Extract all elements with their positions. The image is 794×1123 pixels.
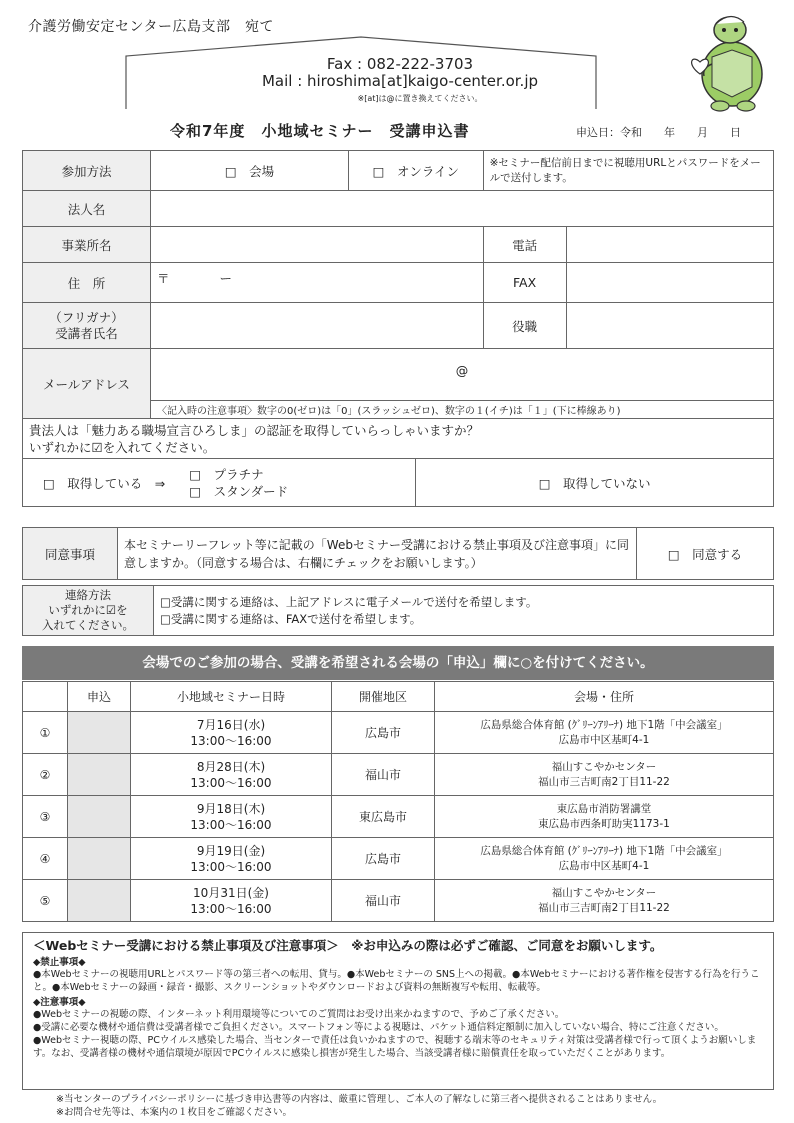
fax-input[interactable]: [566, 263, 773, 303]
row-venue: 広島県総合体育館 (ｸﾞﾘｰﾝｱﾘｰﾅ) 地下1階「中会議室」: [480, 718, 728, 731]
corp-label: 法人名: [23, 191, 151, 227]
venue-cell: [435, 838, 774, 880]
row-address: 福山市三吉町南2丁目11-22: [538, 775, 670, 788]
consent-checkbox[interactable]: □ 同意する: [637, 528, 774, 580]
datetime-cell: [131, 838, 332, 880]
email-input[interactable]: @: [151, 349, 774, 401]
fax-label: FAX: [483, 263, 566, 303]
apply-cell[interactable]: [68, 796, 131, 838]
area-cell: 福山市: [332, 880, 435, 922]
area-cell: 広島市: [332, 838, 435, 880]
apply-cell[interactable]: [68, 712, 131, 754]
cert-question: [23, 419, 774, 459]
venue-cell: [435, 880, 774, 922]
venue-cell: [435, 796, 774, 838]
position-label: 役職: [483, 303, 566, 349]
row-number: ⑤: [23, 880, 68, 922]
row-venue: 広島県総合体育館 (ｸﾞﾘｰﾝｱﾘｰﾅ) 地下1階「中会議室」: [480, 844, 728, 857]
notice-box: [22, 932, 774, 1090]
caution-text-3: ●Webセミナー視聴の際、PCウイルス感染した場合、当センターで責任は負いかねますので、視聴する端末等のセキュリティ対策は受講者様で行って頂くようお願いします。なお、受講者様の機材や通信環境が原因でPCウイルスに感染し損害が発生した場合、当該受講者様に賠償責任を取っていただくことがあります。: [33, 1035, 757, 1059]
row-time: 13:00～16:00: [190, 901, 272, 916]
venue-banner: 会場でのご参加の場合、受講を希望される会場の「申込」欄に○を付けてください。: [22, 646, 774, 680]
name-label: [23, 303, 151, 349]
row-venue: 東広島市消防署講堂: [556, 802, 652, 815]
contact-label: [23, 586, 154, 636]
row-date: 9月18日(木): [196, 801, 266, 816]
row-address: 広島市中区基町4-1: [558, 733, 650, 746]
row-number: ②: [23, 754, 68, 796]
row-time: 13:00～16:00: [190, 733, 272, 748]
caution-text-1: ●Webセミナーの視聴の際、インターネット利用環境等についてのご質問はお受け出来かねますので、予めご了承ください。: [33, 1009, 565, 1020]
schedule-table: [22, 681, 774, 922]
table-row: [23, 880, 774, 922]
contact-label-3: 入れてください。: [42, 618, 134, 632]
row-address: 広島市中区基町4-1: [558, 859, 650, 872]
turtle-mascot-icon: [682, 12, 774, 112]
row-number: ①: [23, 712, 68, 754]
address-label: 住 所: [23, 263, 151, 303]
mail-note: ※[at]は@に置き換えてください。: [357, 94, 483, 103]
sched-header-venue: 会場・住所: [435, 682, 774, 712]
cert-yes-cell: [23, 459, 416, 507]
row-time: 13:00～16:00: [190, 859, 272, 874]
name-input[interactable]: [151, 303, 484, 349]
area-cell: 広島市: [332, 712, 435, 754]
area-cell: 福山市: [332, 754, 435, 796]
cert-no-checkbox[interactable]: □ 取得していない: [416, 459, 774, 507]
contact-note: ※お問合せ先等は、本案内の１枚目をご確認ください。: [56, 1107, 292, 1118]
table-row: [23, 838, 774, 880]
name-label-main: 受講者氏名: [55, 325, 118, 341]
row-number: ④: [23, 838, 68, 880]
datetime-cell: [131, 796, 332, 838]
form-title: 令和7年度 小地域セミナー 受講申込書: [170, 122, 470, 140]
email-label: メールアドレス: [23, 349, 151, 419]
table-row: [23, 712, 774, 754]
table-row: [23, 754, 774, 796]
contact-table: [22, 585, 774, 636]
row-address: 東広島市西条町助実1173-1: [538, 817, 670, 830]
caution-heading: ◆注意事項◆: [33, 997, 86, 1008]
mail-address: Mail : hiroshima[at]kaigo-center.or.jp: [261, 72, 539, 90]
datetime-cell: [131, 880, 332, 922]
contact-label-2: いずれかに☑を: [48, 603, 128, 617]
method-note: ※セミナー配信前日までに視聴用URLとパスワードをメールで送付します。: [483, 151, 773, 191]
cert-platinum-checkbox[interactable]: □ プラチナ: [189, 466, 264, 482]
contact-label-1: 連絡方法: [65, 588, 111, 602]
apply-cell[interactable]: [68, 838, 131, 880]
cert-question-hint: いずれかに☑を入れてください。: [29, 439, 216, 455]
position-input[interactable]: [566, 303, 773, 349]
venue-cell: [435, 754, 774, 796]
row-time: 13:00～16:00: [190, 775, 272, 790]
notice-title: ＜Webセミナー受講における禁止事項及び注意事項＞ ※お申込みの際は必ずご確認、ご同意をお願いします。: [33, 938, 663, 953]
datetime-cell: [131, 712, 332, 754]
contact-options: [154, 586, 774, 636]
caution-text-2: ●受講に必要な機材や通信費は受講者様でご負担ください。スマートフォン等による視聴は、パケット通信料定額制に加入していない場合、特にご注意ください。: [33, 1022, 724, 1033]
row-venue: 福山すこやかセンター: [551, 760, 657, 773]
sched-header-apply: 申込: [68, 682, 131, 712]
row-date: 9月19日(金): [196, 843, 266, 858]
contact-fax-checkbox[interactable]: □受講に関する連絡は、FAXで送付を希望します。: [160, 611, 422, 626]
office-label: 事業所名: [23, 227, 151, 263]
privacy-note: ※当センターのプライバシーポリシーに基づき申込書等の内容は、厳重に管理し、ご本人の了解なしに第三者へ提供されることはありません。: [56, 1094, 663, 1105]
row-date: 7月16日(水): [196, 717, 266, 732]
email-note: 〈記入時の注意事項〉数字の0(ゼロ)は「0」(スラッシュゼロ)、数字の１(イチ)は「１」(下に棒線あり): [151, 401, 774, 419]
address-input[interactable]: 〒 ー: [151, 263, 484, 303]
row-date: 10月31日(金): [193, 885, 269, 900]
row-time: 13:00～16:00: [190, 817, 272, 832]
row-number: ③: [23, 796, 68, 838]
online-checkbox[interactable]: □ オンライン: [349, 151, 484, 191]
cert-question-text: 貴法人は「魅力ある職場宣言ひろしま」の認証を取得していらっしゃいますか？: [29, 422, 480, 438]
row-address: 福山市三吉町南2丁目11-22: [538, 901, 670, 914]
method-label: 参加方法: [23, 151, 151, 191]
apply-cell[interactable]: [68, 754, 131, 796]
application-date[interactable]: 申込日：令和 年 月 日: [576, 126, 741, 139]
tel-input[interactable]: [566, 227, 773, 263]
table-row: [23, 796, 774, 838]
sched-header-datetime: 小地域セミナー日時: [131, 682, 332, 712]
tel-label: 電話: [483, 227, 566, 263]
corp-input[interactable]: [151, 191, 774, 227]
row-date: 8月28日(木): [196, 759, 266, 774]
venue-cell: [435, 712, 774, 754]
prohibited-text: ●本Webセミナーの視聴用URLとパスワード等の第三者への転用、貸与。●本Webセミナーの SNS上への掲載。●本Webセミナーにおける著作権を侵害する行為を行うこと。●本Webセミナーの録画・録音・撮影、スクリーンショットやダウンロードおよび資料の無断複写や転用、転載等。: [33, 969, 760, 993]
name-label-kana: （フリガナ）: [49, 309, 124, 325]
sched-header-no: [23, 682, 68, 712]
consent-text: 本セミナーリーフレット等に記載の「Webセミナー受講における禁止事項及び注意事項」に同意しますか。（同意する場合は、右欄にチェックをお願いします。）: [118, 528, 637, 580]
prohibited-heading: ◆禁止事項◆: [33, 957, 86, 968]
datetime-cell: [131, 754, 332, 796]
venue-checkbox[interactable]: □ 会場: [151, 151, 349, 191]
addressee: 介護労働安定センター広島支部 宛て: [28, 19, 274, 35]
cert-yes-checkbox[interactable]: □ 取得している ⇒: [43, 475, 166, 491]
sched-header-area: 開催地区: [332, 682, 435, 712]
row-venue: 福山すこやかセンター: [551, 886, 657, 899]
area-cell: 東広島市: [332, 796, 435, 838]
office-input[interactable]: [151, 227, 484, 263]
fax-number: Fax : 082-222-3703: [326, 55, 474, 73]
application-form: [22, 150, 774, 507]
contact-email-checkbox[interactable]: □受講に関する連絡は、上記アドレスに電子メールで送付を希望します。: [160, 594, 538, 609]
cert-standard-checkbox[interactable]: □ スタンダード: [189, 483, 289, 499]
consent-table: [22, 527, 774, 580]
consent-label: 同意事項: [23, 528, 118, 580]
apply-cell[interactable]: [68, 880, 131, 922]
